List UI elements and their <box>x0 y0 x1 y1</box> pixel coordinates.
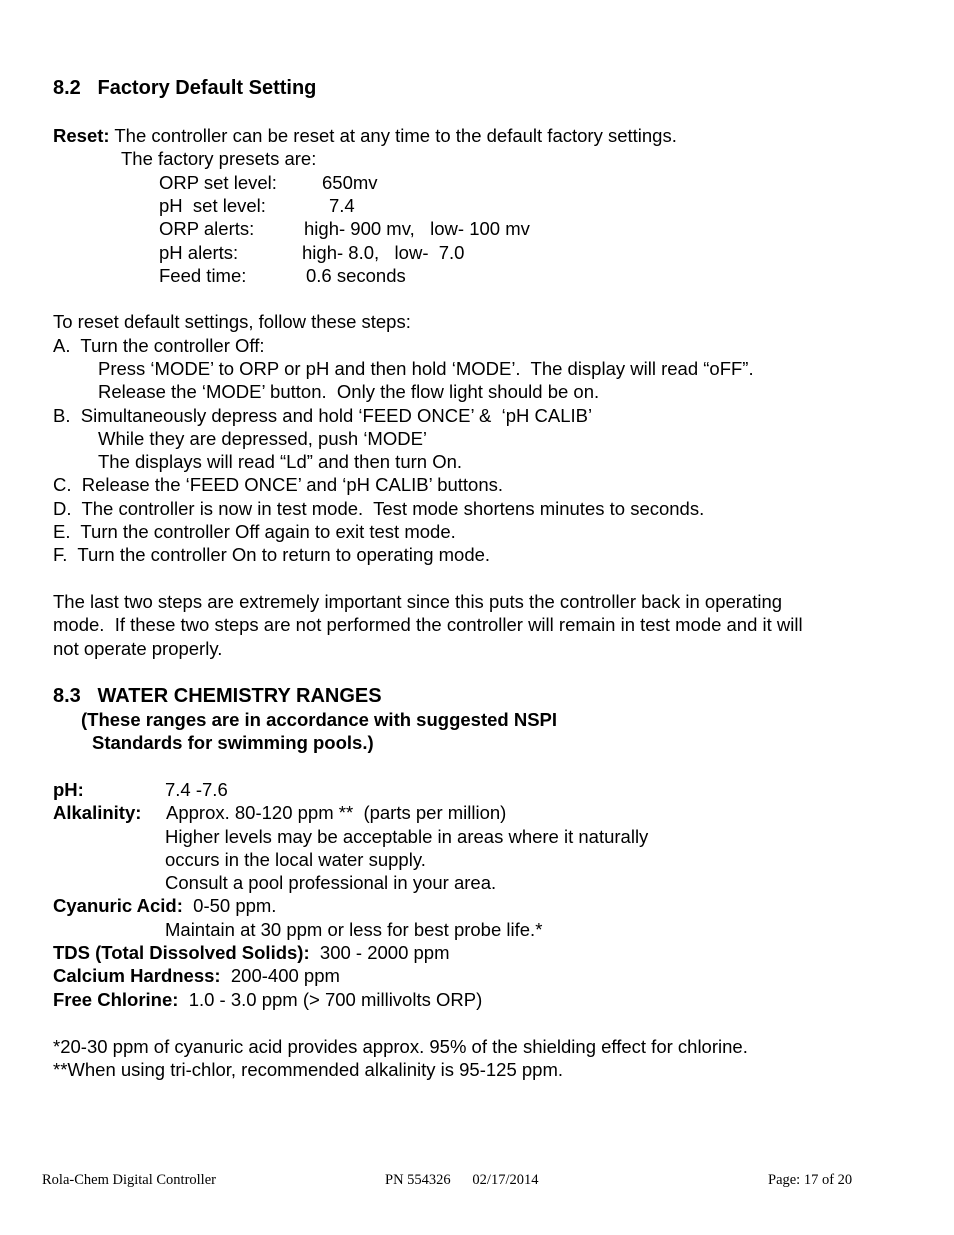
reset-text: The controller can be reset at any time to the default factory settings. <box>109 125 677 146</box>
step-a: A. Turn the controller Off: <box>53 335 265 356</box>
footnote: *20-30 ppm of cyanuric acid provides approx. 95% of the shielding effect for chlorine. <box>53 1036 748 1057</box>
tds-value: 300 - 2000 ppm <box>309 942 450 963</box>
note-line: The last two steps are extremely important since this puts the controller back in operating <box>53 591 783 612</box>
ph-value: 7.4 -7.6 <box>165 779 228 800</box>
section-8-3-subheading: Standards for swimming pools.) <box>92 732 374 753</box>
free-chlorine-value: 1.0 - 3.0 ppm (> 700 millivolts ORP) <box>178 989 483 1010</box>
alkalinity-note: Higher levels may be acceptable in areas where it naturally <box>165 826 649 847</box>
preset-label: ORP set level: <box>159 172 277 193</box>
tds-row <box>53 942 450 964</box>
footer-title: Rola-Chem Digital Controller <box>42 1172 216 1188</box>
preset-value: 7.4 <box>329 195 355 216</box>
preset-label: Feed time: <box>159 265 247 286</box>
note-line: mode. If these two steps are not performed the controller will remain in test mode and it will <box>53 614 803 635</box>
steps-intro: To reset default settings, follow these steps: <box>53 311 411 332</box>
section-8-2-heading: 8.2 Factory Default Setting <box>53 77 317 99</box>
step-a-detail: Release the ‘MODE’ button. Only the flow light should be on. <box>98 381 600 402</box>
section-8-3-subheading: (These ranges are in accordance with suggested NSPI <box>81 709 558 730</box>
footnote: **When using tri-chlor, recommended alkalinity is 95-125 ppm. <box>53 1059 564 1080</box>
ph-label: pH: <box>53 779 84 800</box>
cyanuric-acid-value: 0-50 ppm. <box>182 895 277 916</box>
free-chlorine-row <box>53 989 482 1011</box>
step-b-detail: While they are depressed, push ‘MODE’ <box>98 428 428 449</box>
note-line: not operate properly. <box>53 638 223 659</box>
preset-value: 0.6 seconds <box>306 265 406 286</box>
step-b: B. Simultaneously depress and hold ‘FEED ONCE’ & ‘pH CALIB’ <box>53 405 593 426</box>
alkalinity-label: Alkalinity: <box>53 802 142 823</box>
preset-label: pH set level: <box>159 195 266 216</box>
footer-page-number: Page: 17 of 20 <box>768 1172 853 1188</box>
step-b-detail: The displays will read “Ld” and then turn On. <box>98 451 463 472</box>
preset-value: high- 900 mv, low- 100 mv <box>304 218 530 239</box>
footer-part-number: PN 554326 02/17/2014 <box>385 1172 539 1188</box>
alkalinity-value: Approx. 80-120 ppm ** (parts per million) <box>166 802 507 823</box>
step-d: D. The controller is now in test mode. Test mode shortens minutes to seconds. <box>53 498 705 519</box>
preset-label: ORP alerts: <box>159 218 255 239</box>
preset-label: pH alerts: <box>159 242 239 263</box>
calcium-hardness-label: Calcium Hardness: <box>53 965 221 986</box>
calcium-hardness-row <box>53 965 340 987</box>
calcium-hardness-value: 200-400 ppm <box>220 965 340 986</box>
step-f: F. Turn the controller On to return to operating mode. <box>53 544 491 565</box>
reset-paragraph <box>53 125 677 147</box>
step-c: C. Release the ‘FEED ONCE’ and ‘pH CALIB’ buttons. <box>53 474 504 495</box>
reset-label: Reset: <box>53 125 110 146</box>
preset-value: 650mv <box>322 172 378 193</box>
section-8-3-heading: 8.3 WATER CHEMISTRY RANGES <box>53 685 382 707</box>
cyanuric-acid-row <box>53 895 276 917</box>
cyanuric-acid-note: Maintain at 30 ppm or less for best probe life.* <box>165 919 543 940</box>
free-chlorine-label: Free Chlorine: <box>53 989 179 1010</box>
preset-value: high- 8.0, low- 7.0 <box>302 242 465 263</box>
presets-intro: The factory presets are: <box>121 148 317 169</box>
step-a-detail: Press ‘MODE’ to ORP or pH and then hold ‘MODE’. The display will read “oFF”. <box>98 358 754 379</box>
alkalinity-note: Consult a pool professional in your area. <box>165 872 497 893</box>
step-e: E. Turn the controller Off again to exit test mode. <box>53 521 456 542</box>
cyanuric-acid-label: Cyanuric Acid: <box>53 895 183 916</box>
alkalinity-note: occurs in the local water supply. <box>165 849 426 870</box>
tds-label: TDS (Total Dissolved Solids): <box>53 942 310 963</box>
